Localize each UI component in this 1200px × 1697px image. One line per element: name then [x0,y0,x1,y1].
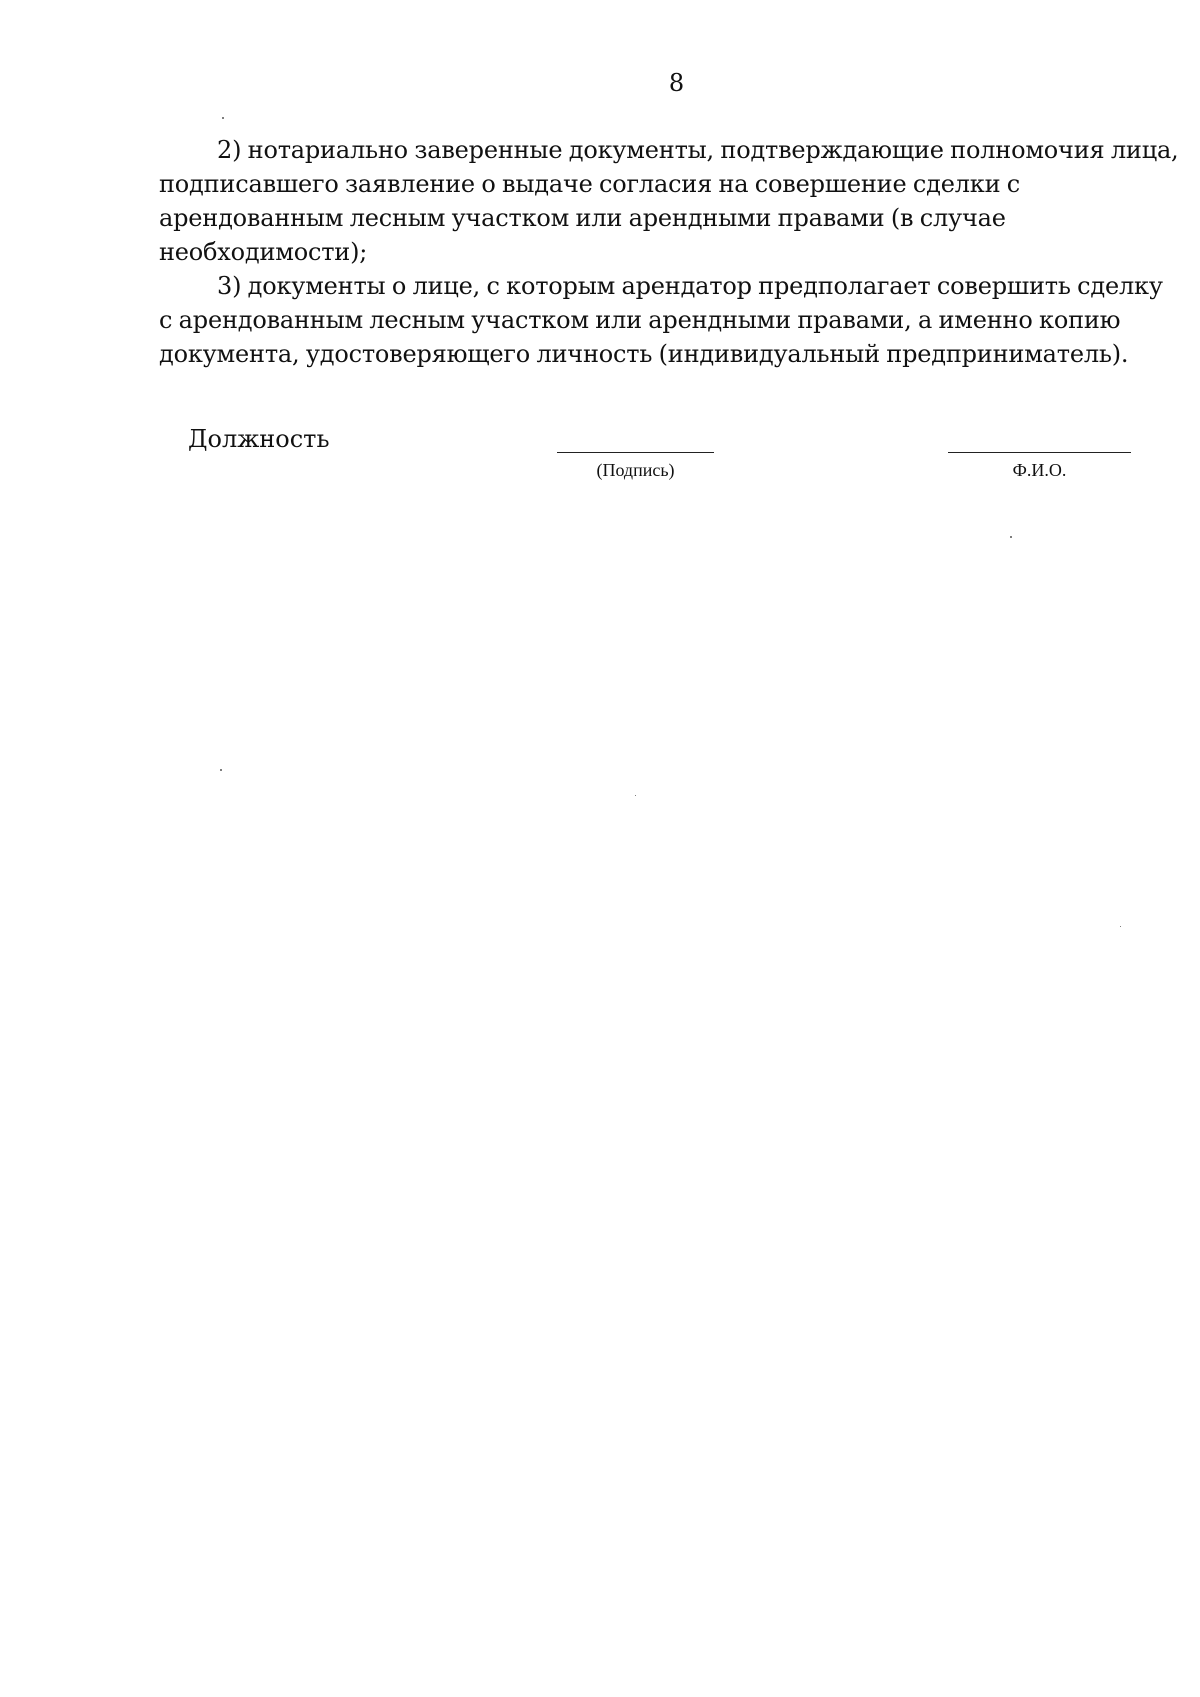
document-body [159,133,1179,371]
paragraph-line: документа, удостоверяющего личность (индивидуальный предприниматель). [159,340,1129,368]
paragraph-line: подписавшего заявление о выдаче согласия на совершение сделки с [159,170,1021,198]
paragraph-line: арендованным лесным участком или арендными правами (в случае [159,204,1006,232]
scan-speck [635,795,636,796]
fullname-line [948,452,1131,453]
scan-speck [1010,536,1012,538]
paragraph-item-3 [159,269,1163,371]
scan-speck [220,769,222,771]
paragraph-line: 2) нотариально заверенные документы, подтверждающие полномочия лица, [217,136,1179,164]
fullname-caption: Ф.И.О. [1012,460,1067,480]
signature-line [557,452,714,453]
paragraph-line: с арендованным лесным участком или арендными правами, а именно копию [159,306,1121,334]
paragraph-item-2 [159,133,1179,269]
position-label: Должность [188,425,330,453]
paragraph-line: 3) документы о лице, с которым арендатор предполагает совершить сделку [217,272,1163,300]
scan-speck [222,117,224,119]
paragraph-line: необходимости); [159,238,368,266]
signature-caption: (Подпись) [596,460,675,480]
page-number: 8 [668,69,685,97]
scan-speck [1120,926,1121,927]
